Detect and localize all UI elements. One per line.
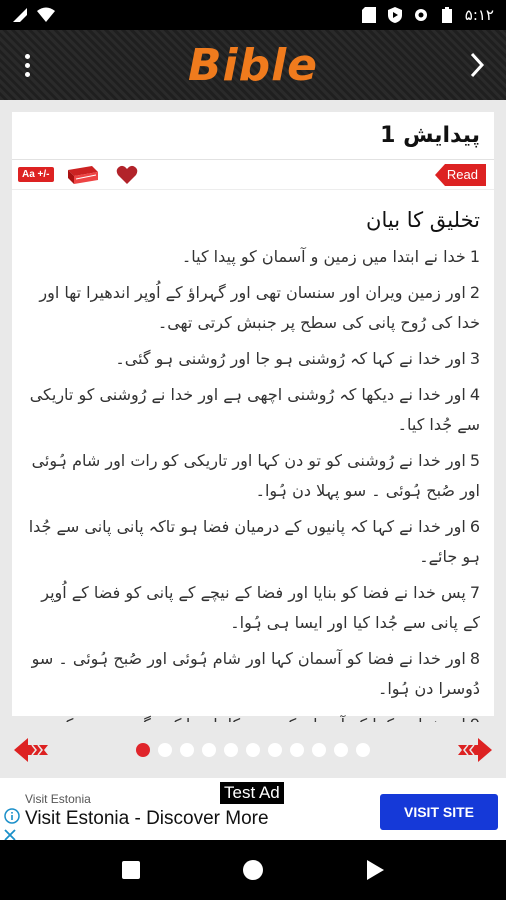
verse-number: 8: [469, 649, 480, 668]
heart-icon[interactable]: [116, 165, 138, 185]
app-title: Bible: [187, 39, 319, 91]
read-arrow-icon: [435, 164, 445, 186]
app-header: [0, 30, 506, 100]
verse: [26, 446, 480, 506]
verse-text: اور خدا نے کہا کہ رُوشنی ہو جا اور رُوشنی ہو گئی۔: [115, 349, 466, 368]
verse-number: 3: [469, 349, 480, 368]
chapter-card: [12, 112, 494, 716]
page-dot[interactable]: [136, 743, 150, 757]
ad-banner[interactable]: [0, 778, 506, 840]
shield-play-icon: [387, 7, 403, 23]
content-area: [0, 100, 506, 722]
verse-number: 5: [469, 451, 480, 470]
chapter-text: [12, 190, 494, 770]
font-size-button[interactable]: Aa +/-: [18, 167, 54, 182]
status-right: [361, 6, 494, 24]
recents-square-icon[interactable]: [119, 858, 143, 882]
page-dot[interactable]: [224, 743, 238, 757]
wifi-icon: [38, 7, 54, 23]
page-dot[interactable]: [268, 743, 282, 757]
back-triangle-icon[interactable]: [363, 858, 387, 882]
verse-text: پس خدا نے فضا کو بنایا اور فضا کے نیچے کے پانی کو فضا کے اُوپر کے پانی سے جُدا کیا اور ایسا ہی ہُوا۔: [41, 583, 480, 632]
verse-number: 1: [469, 247, 480, 266]
sd-card-icon: [361, 7, 377, 23]
chapter-title: پیدایش 1: [380, 123, 480, 148]
status-time: ۵:۱۲: [464, 6, 494, 24]
verse-text: اور خدا نے رُوشنی کو تو دن کہا اور تاریکی کو رات اور شام ہُوئی اور صُبح ہُوئی ۔ سو پہلا دن ہُوا۔: [31, 451, 480, 500]
page-dot[interactable]: [246, 743, 260, 757]
ad-close-icon[interactable]: [4, 826, 16, 838]
page-dot[interactable]: [356, 743, 370, 757]
verse: [26, 344, 480, 374]
verse: [26, 578, 480, 638]
page-dot[interactable]: [312, 743, 326, 757]
status-left: [12, 7, 54, 23]
ad-source: Visit Estonia: [25, 792, 91, 806]
verse-text: اور خدا نے فضا کو آسمان کہا اور شام ہُوئی اور صُبح ہُوئی ۔ سو دُوسرا دن ہُوا۔: [31, 649, 480, 698]
verse: [26, 242, 480, 272]
system-nav-bar: [0, 840, 506, 900]
section-heading: تخلیق کا بیان: [366, 208, 480, 232]
settings-icon: [413, 7, 429, 23]
battery-icon: [439, 7, 455, 23]
status-bar: [0, 0, 506, 30]
verse-number: 2: [469, 283, 480, 302]
page-navigation: [0, 722, 506, 778]
ad-test-label: Test Ad: [220, 782, 284, 804]
verse-number: 4: [469, 385, 480, 404]
book-icon[interactable]: [66, 164, 100, 186]
signal-blocked-icon: [12, 7, 28, 23]
page-dot[interactable]: [334, 743, 348, 757]
page-dot[interactable]: [202, 743, 216, 757]
verse: [26, 278, 480, 338]
ad-headline[interactable]: Visit Estonia - Discover More: [25, 808, 269, 829]
next-arrow-icon[interactable]: [456, 736, 492, 764]
read-label: Read: [445, 164, 486, 186]
ad-info-icon[interactable]: [4, 808, 20, 824]
verse-number: 6: [469, 517, 480, 536]
read-button[interactable]: [435, 164, 486, 186]
chapter-header: [12, 112, 494, 160]
verse-text: اور خدا نے کہا کہ پانیوں کے درمیان فضا ہو تاکہ پانی پانی سے جُدا ہو جائے۔: [28, 517, 480, 566]
chevron-right-icon[interactable]: [464, 50, 490, 80]
page-dot[interactable]: [180, 743, 194, 757]
verse-number: 7: [469, 583, 480, 602]
visit-site-button[interactable]: VISIT SITE: [380, 794, 498, 830]
chapter-toolbar: [12, 160, 494, 190]
verse-text: خدا نے ابتدا میں زمین و آسمان کو پیدا کیا۔: [181, 247, 466, 266]
overflow-menu-icon[interactable]: [14, 50, 40, 80]
verse-text: اور خدا نے دیکھا کہ رُوشنی اچھی ہے اور خدا نے رُوشنی کو تاریکی سے جُدا کیا۔: [29, 385, 480, 434]
verse: [26, 644, 480, 704]
home-circle-icon[interactable]: [241, 858, 265, 882]
page-dot[interactable]: [290, 743, 304, 757]
previous-arrow-icon[interactable]: [14, 736, 50, 764]
page-dot[interactable]: [158, 743, 172, 757]
verse: [26, 380, 480, 440]
verse: [26, 512, 480, 572]
page-indicator: [136, 743, 370, 757]
verse-text: اور زمین ویران اور سنسان تھی اور گہراؤ کے اُوپر اندھیرا تھا اور خدا کی رُوح پانی کی سطح پر جنبش کرتی تھی۔: [39, 283, 480, 332]
